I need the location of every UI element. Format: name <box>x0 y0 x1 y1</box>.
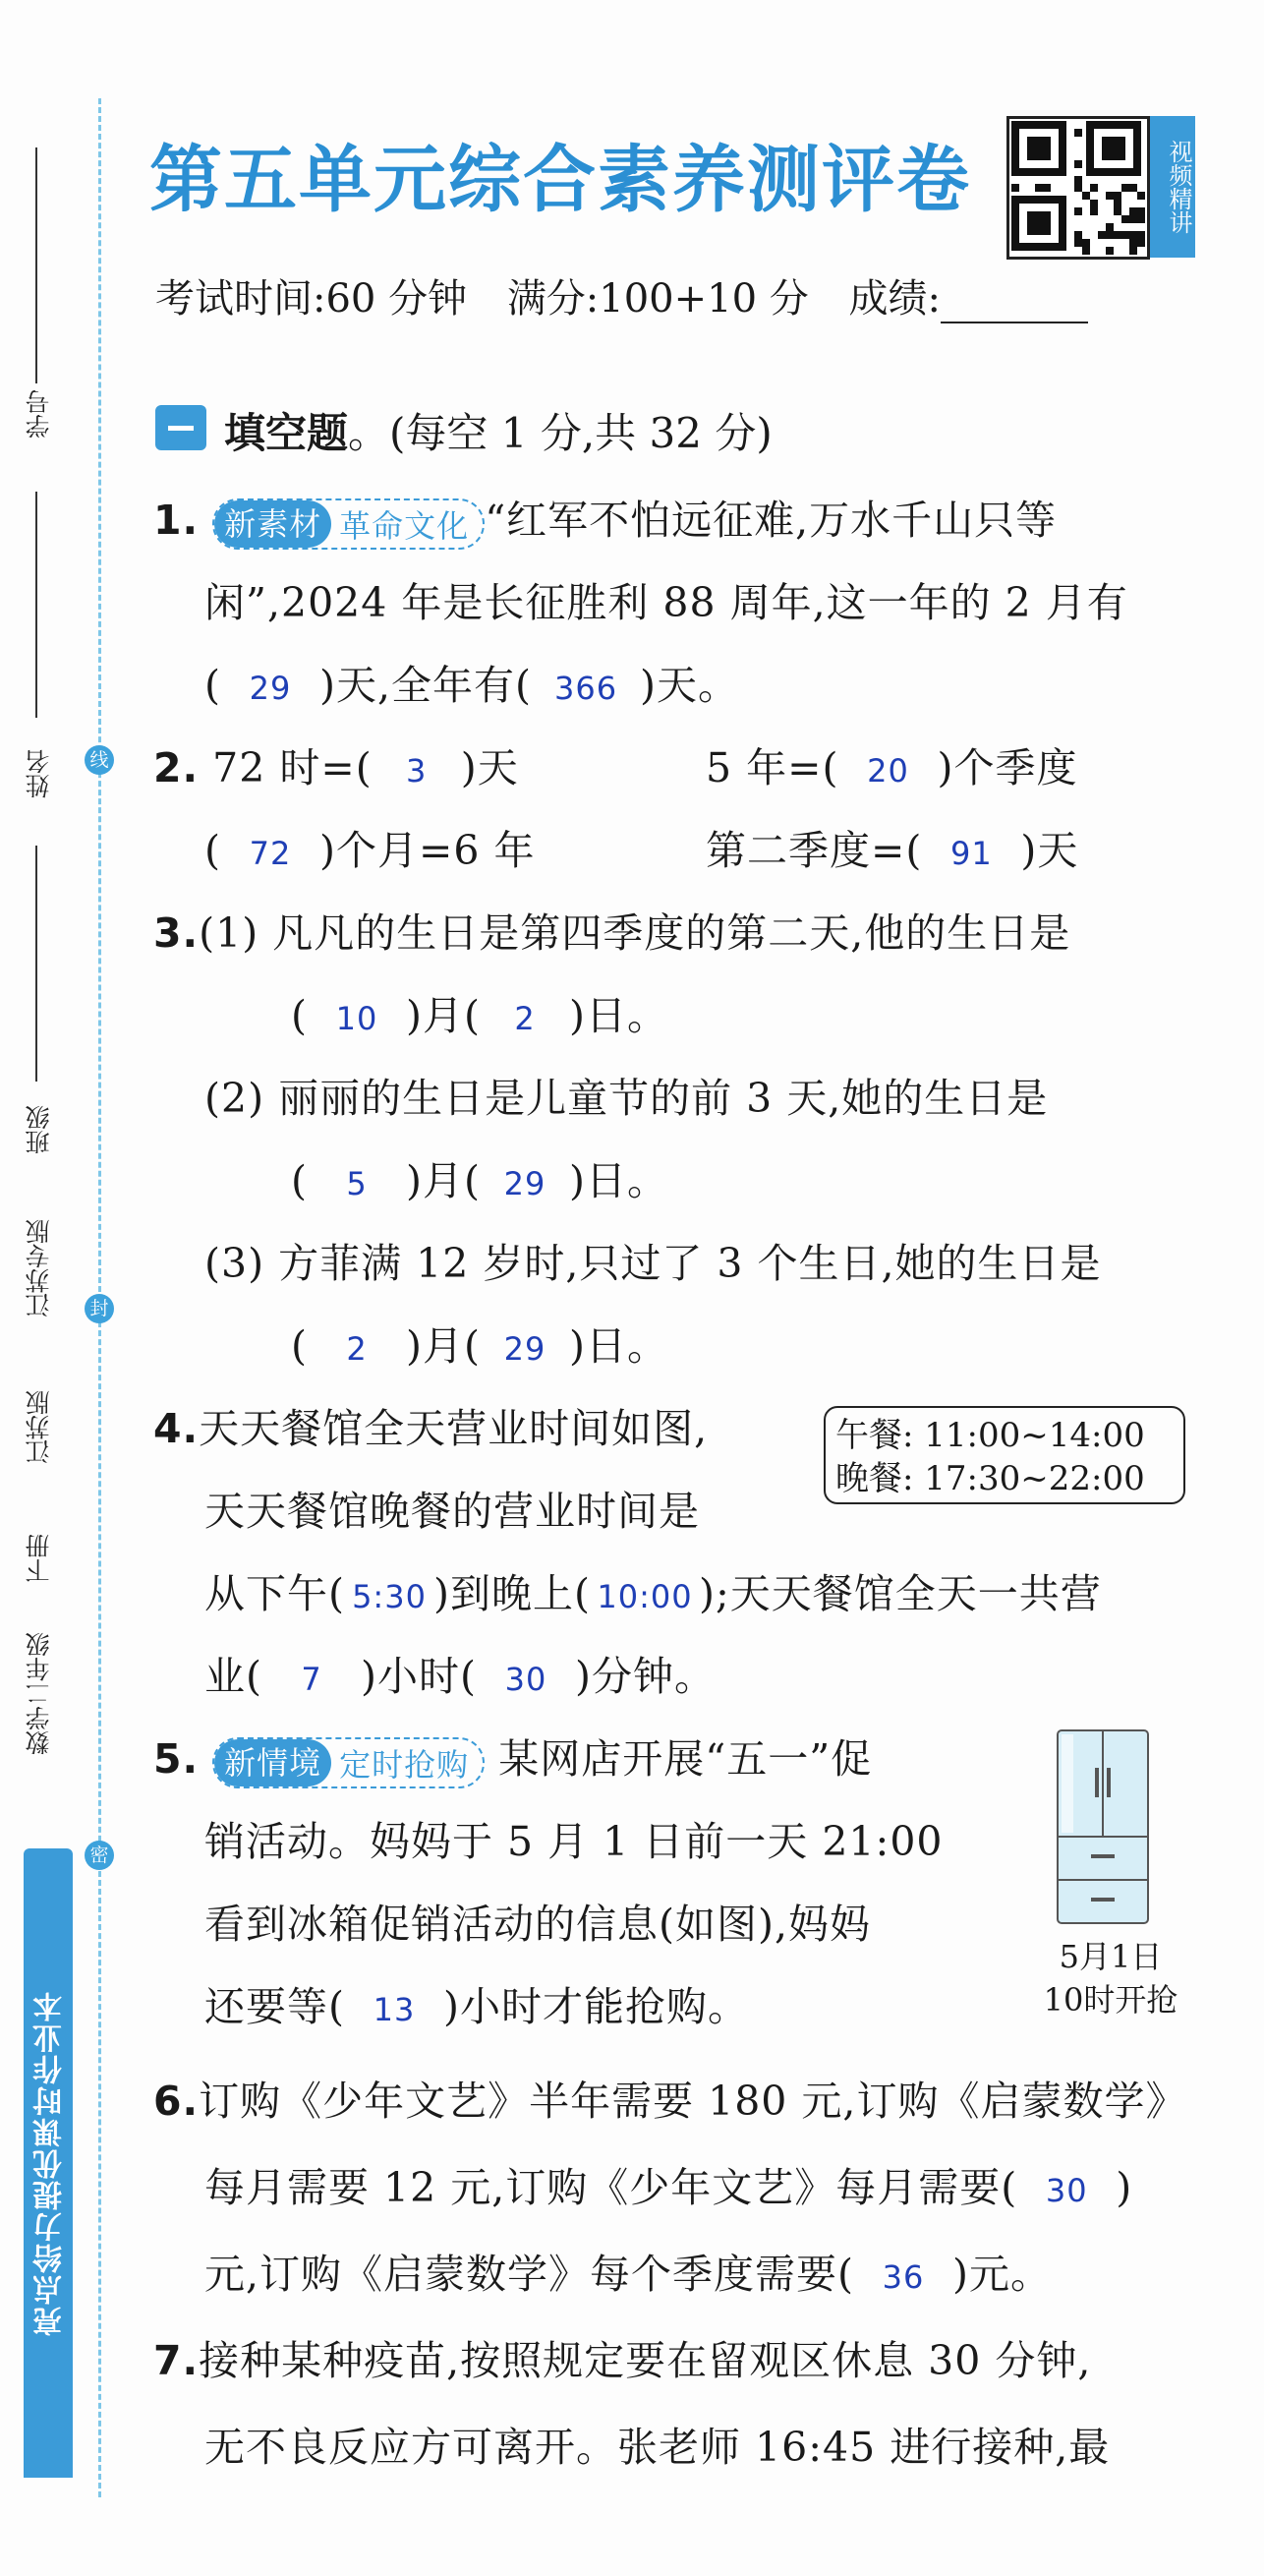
q3-3-day[interactable]: 29 <box>503 1330 546 1368</box>
lunch-hours: 午餐: 11:00~14:00 <box>835 1416 1145 1455</box>
exam-time: 考试时间:60 分钟 <box>155 276 468 322</box>
banji-label: 班级 <box>25 1105 53 1154</box>
seal-mi: 密 <box>85 1841 114 1870</box>
qr-module <box>1129 215 1137 223</box>
qr-module <box>1074 129 1082 137</box>
qr-module <box>1011 184 1019 192</box>
qr-module <box>1137 215 1145 223</box>
q3-2-day[interactable]: 29 <box>503 1165 546 1202</box>
qr-module <box>1106 192 1114 200</box>
score-label: 成绩: <box>848 276 941 322</box>
qr-finder <box>1027 211 1051 235</box>
q3-1-month[interactable]: 10 <box>335 1000 378 1037</box>
qr-module <box>1114 192 1121 200</box>
refrigerator-icon <box>1056 1728 1150 1925</box>
qr-module <box>1114 231 1121 239</box>
qr-module <box>1121 231 1129 239</box>
qr-module <box>1090 184 1098 192</box>
edition-label: 江苏专版 <box>25 1219 53 1317</box>
xuehao-rule <box>35 147 37 383</box>
q2-line1: 2. 72 时=( 3 )天 <box>153 744 519 791</box>
q4-line2: 天天餐馆晚餐的营业时间是 <box>204 1488 700 1535</box>
qr-module <box>1082 247 1090 255</box>
qr-module <box>1082 192 1090 200</box>
q5-line4: 还要等( 13 )小时才能抢购。 <box>204 1983 749 2030</box>
q3-1-day[interactable]: 2 <box>514 1000 536 1037</box>
q3-line3: (3) 方菲满 12 岁时,只过了 3 个生日,她的生日是 <box>204 1240 1102 1287</box>
q2-line2: ( 72 )个月=6 年 <box>204 827 536 874</box>
q6-line1: 6.订购《少年文艺》半年需要 180 元,订购《启蒙数学》 <box>153 2078 1187 2125</box>
q4-answer-start[interactable]: 5:30 <box>352 1578 427 1615</box>
q2-answer-3[interactable]: 72 <box>249 835 292 872</box>
qr-module <box>1090 200 1098 207</box>
q1-line1: 1. 新素材 革命文化 “红军不怕远征难,万水千山只等 <box>153 488 1057 550</box>
qr-module <box>1129 184 1137 192</box>
qr-module <box>1074 176 1082 184</box>
grade-label: 数学二年级 <box>25 1632 53 1755</box>
qr-module <box>1121 184 1129 192</box>
q6-line3: 元,订购《启蒙数学》每个季度需要( 36 )元。 <box>204 2251 1053 2298</box>
q4-line4: 业( 7 )小时( 30 )分钟。 <box>204 1653 716 1700</box>
q6-line2: 每月需要 12 元,订购《少年文艺》每月需要( 30 ) <box>204 2164 1133 2211</box>
q5-tag: 新情境 定时抢购 <box>212 1737 485 1788</box>
exam-info <box>155 267 1116 323</box>
q5-line3: 看到冰箱促销活动的信息(如图),妈妈 <box>204 1901 872 1948</box>
brand-text: 亮点给力提优课时作业本 <box>33 1990 68 2336</box>
q1-tag: 新素材 革命文化 <box>212 498 485 550</box>
full-score: 满分:100+10 分 <box>506 276 809 322</box>
q3-2-month[interactable]: 5 <box>346 1165 368 1202</box>
q2-answer-4[interactable]: 91 <box>950 835 993 872</box>
q1-line3: ( 29 )天,全年有( 366 )天。 <box>204 662 740 709</box>
page-title: 第五单元综合素养测评卷 <box>149 138 971 222</box>
qr-module <box>1074 160 1082 168</box>
q5-answer-hours[interactable]: 13 <box>373 1991 416 2028</box>
qr-module <box>1137 239 1145 247</box>
qr-module <box>1082 239 1090 247</box>
q2-line1b: 5 年=( 20 )个季度 <box>706 744 1078 791</box>
section-title: 填空题。(每空 1 分,共 32 分) <box>224 409 773 457</box>
q3-line2: (2) 丽丽的生日是儿童节的前 3 天,她的生日是 <box>204 1075 1049 1122</box>
q7-line2: 无不良反应方可离开。张老师 16:45 进行接种,最 <box>204 2424 1111 2471</box>
xingming-label: 姓名 <box>25 749 53 798</box>
qr-module <box>1137 192 1145 200</box>
score-field[interactable] <box>941 282 1088 323</box>
volume-label: 下册 <box>25 1534 53 1583</box>
business-hours-box <box>824 1406 1185 1504</box>
q1-line2: 闲”,2024 年是长征胜利 88 周年,这一年的 2 月有 <box>204 579 1128 626</box>
q4-line1: 4.天天餐馆全天营业时间如图, <box>153 1405 709 1452</box>
fridge-caption: 5月1日 10时开抢 <box>1043 1938 1178 2019</box>
q3-ans1: ( 10 )月( 2 )日。 <box>291 992 668 1039</box>
qr-finder <box>1027 137 1051 160</box>
q2-answer-1[interactable]: 3 <box>406 752 428 790</box>
qr-module <box>1121 215 1129 223</box>
version-label: 江苏版 <box>25 1390 53 1464</box>
section-number-badge <box>155 405 206 450</box>
seal-xian: 线 <box>85 745 114 775</box>
qr-module <box>1114 207 1121 215</box>
q2-line2b: 第二季度=( 91 )天 <box>706 827 1079 874</box>
qr-module <box>1129 247 1137 255</box>
qr-code-icon[interactable] <box>1006 116 1150 260</box>
seal-feng: 封 <box>85 1294 114 1323</box>
xuehao-label: 学号 <box>25 389 53 439</box>
qr-module <box>1074 184 1082 192</box>
qr-module <box>1129 231 1137 239</box>
q1-answer-year[interactable]: 366 <box>553 670 618 707</box>
qr-module <box>1106 231 1114 239</box>
qr-module <box>1074 239 1082 247</box>
qr-module <box>1137 207 1145 215</box>
xingming-rule <box>35 492 37 718</box>
qr-finder <box>1102 137 1125 160</box>
q6-answer-1[interactable]: 30 <box>1045 2172 1088 2209</box>
q6-answer-2[interactable]: 36 <box>882 2258 925 2296</box>
q1-answer-feb[interactable]: 29 <box>249 670 292 707</box>
qr-module <box>1114 200 1121 207</box>
q3-ans2: ( 5 )月( 29 )日。 <box>291 1157 668 1204</box>
qr-module <box>1106 247 1114 255</box>
binding-margin <box>0 0 98 2576</box>
q4-answer-hours[interactable]: 7 <box>301 1661 322 1698</box>
qr-module <box>1098 231 1106 239</box>
qr-module <box>1090 207 1098 215</box>
q2-answer-2[interactable]: 20 <box>867 752 909 790</box>
dinner-hours: 晚餐: 17:30~22:00 <box>835 1459 1145 1498</box>
q3-3-month[interactable]: 2 <box>346 1330 368 1368</box>
q4-answer-minutes[interactable]: 30 <box>504 1661 547 1698</box>
banji-rule <box>35 846 37 1082</box>
q4-line3: 从下午( 5:30 )到晚上( 10:00 );天天餐馆全天一共营 <box>204 1570 1102 1617</box>
qr-module <box>1074 207 1082 215</box>
qr-module <box>1074 231 1082 239</box>
q5-line2: 销活动。妈妈于 5 月 1 日前一天 21:00 <box>204 1818 944 1865</box>
q5-line1: 5. 新情境 定时抢购 某网店开展“五一”促 <box>153 1727 872 1788</box>
q3-line1: 3.(1) 凡凡的生日是第四季度的第二天,他的生日是 <box>153 909 1071 957</box>
qr-module <box>1035 184 1043 192</box>
qr-module <box>1129 207 1137 215</box>
video-lesson-tag[interactable]: 视频精讲 <box>1150 116 1195 258</box>
q7-line1: 7.接种某种疫苗,按照规定要在留观区休息 30 分钟, <box>153 2337 1092 2384</box>
qr-module <box>1106 223 1114 231</box>
qr-module <box>1137 231 1145 239</box>
qr-module <box>1043 184 1051 192</box>
q3-ans3: ( 2 )月( 29 )日。 <box>291 1322 668 1370</box>
qr-module <box>1129 239 1137 247</box>
q4-answer-end[interactable]: 10:00 <box>597 1578 693 1615</box>
